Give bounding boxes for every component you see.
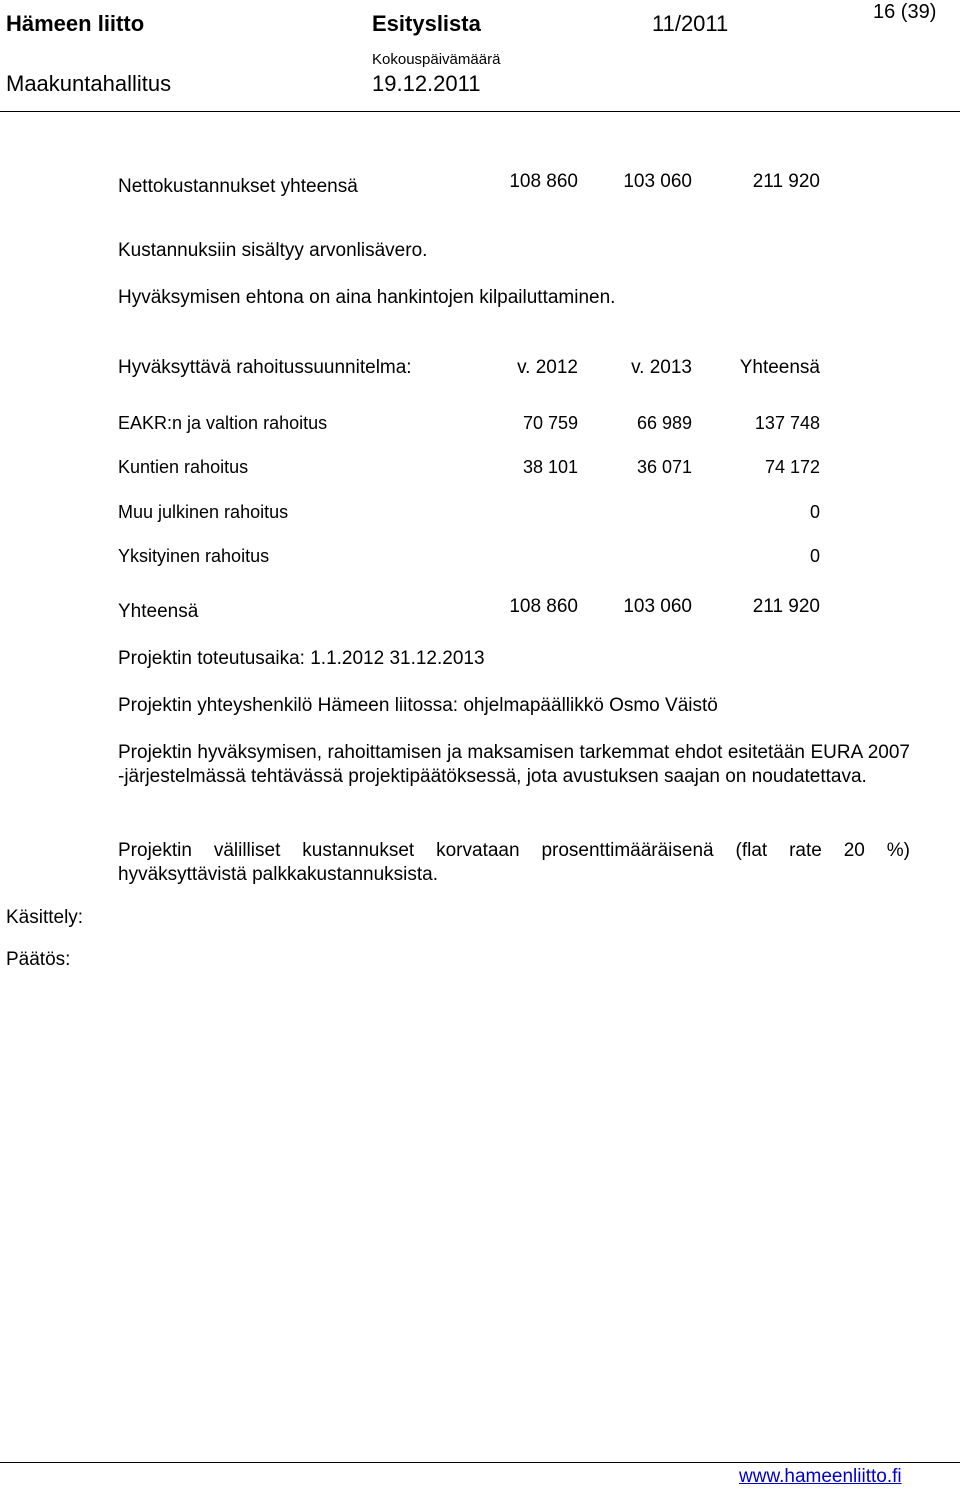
date-label: Kokouspäivämäärä xyxy=(372,51,501,68)
net-costs-label: Nettokustannukset yhteensä xyxy=(118,176,358,197)
footer-rule xyxy=(0,1462,960,1463)
issue-number: 11/2011 xyxy=(652,11,729,36)
page-number: 16 (39) xyxy=(873,1,937,23)
col-header-total: Yhteensä xyxy=(739,357,820,378)
project-duration: Projektin toteutusaika: 1.1.2012 31.12.2013 xyxy=(118,648,485,669)
row-value-2013: 36 071 xyxy=(636,457,692,477)
meeting-date: 19.12.2011 xyxy=(372,71,481,96)
row-value-total: 137 748 xyxy=(754,413,820,433)
project-contact: Projektin yhteyshenkilö Hämeen liitossa: ohjelmapäällikkö Osmo Väistö xyxy=(118,695,718,716)
body-name: Maakuntahallitus xyxy=(6,71,172,96)
header-rule xyxy=(0,111,960,112)
conditions-paragraph: Projektin hyväksymisen, rahoittamisen ja maksamisen tarkemmat ehdot esitetään EURA 2007 -järjestelmässä tehtävässä projektipäätöksessä, jota avustuksen saajan on noudatettava. xyxy=(118,742,910,787)
row-value-total: 0 xyxy=(809,502,820,522)
net-costs-total: 211 920 xyxy=(752,171,820,192)
funding-title: Hyväksyttävä rahoitussuunnitelma: xyxy=(118,357,412,378)
row-value-total: 74 172 xyxy=(764,457,820,477)
net-costs-2013: 103 060 xyxy=(623,171,692,192)
sum-value-total: 211 920 xyxy=(752,596,820,617)
row-label: Yksityinen rahoitus xyxy=(118,546,270,566)
row-value-2012: 38 101 xyxy=(522,457,578,477)
row-value-total: 0 xyxy=(809,546,820,566)
sum-label: Yhteensä xyxy=(118,601,199,622)
vat-note: Kustannuksiin sisältyy arvonlisävero. xyxy=(118,240,428,261)
sum-value-2013: 103 060 xyxy=(623,596,692,617)
decision-label: Päätös: xyxy=(6,949,71,970)
col-header-2013: v. 2013 xyxy=(631,357,692,378)
document-type: Esityslista xyxy=(372,11,481,36)
net-costs-2012: 108 860 xyxy=(509,171,578,192)
condition-note: Hyväksymisen ehtona on aina hankintojen kilpailuttaminen. xyxy=(118,287,616,308)
row-value-2013: 66 989 xyxy=(636,413,692,433)
row-label: Muu julkinen rahoitus xyxy=(118,502,289,522)
indirect-costs-paragraph: Projektin välilliset kustannukset korvataan prosenttimääräisenä (flat rate 20 %) hyväksyttävistä palkkakustannuksista. xyxy=(118,840,910,885)
website-link[interactable]: www.hameenliitto.fi xyxy=(739,1466,902,1487)
row-value-2012: 70 759 xyxy=(522,413,578,433)
col-header-2012: v. 2012 xyxy=(517,357,578,378)
sum-value-2012: 108 860 xyxy=(509,596,578,617)
row-label: EAKR:n ja valtion rahoitus xyxy=(118,413,328,433)
org-name: Hämeen liitto xyxy=(6,11,145,36)
processing-label: Käsittely: xyxy=(6,907,84,928)
row-label: Kuntien rahoitus xyxy=(118,457,249,477)
